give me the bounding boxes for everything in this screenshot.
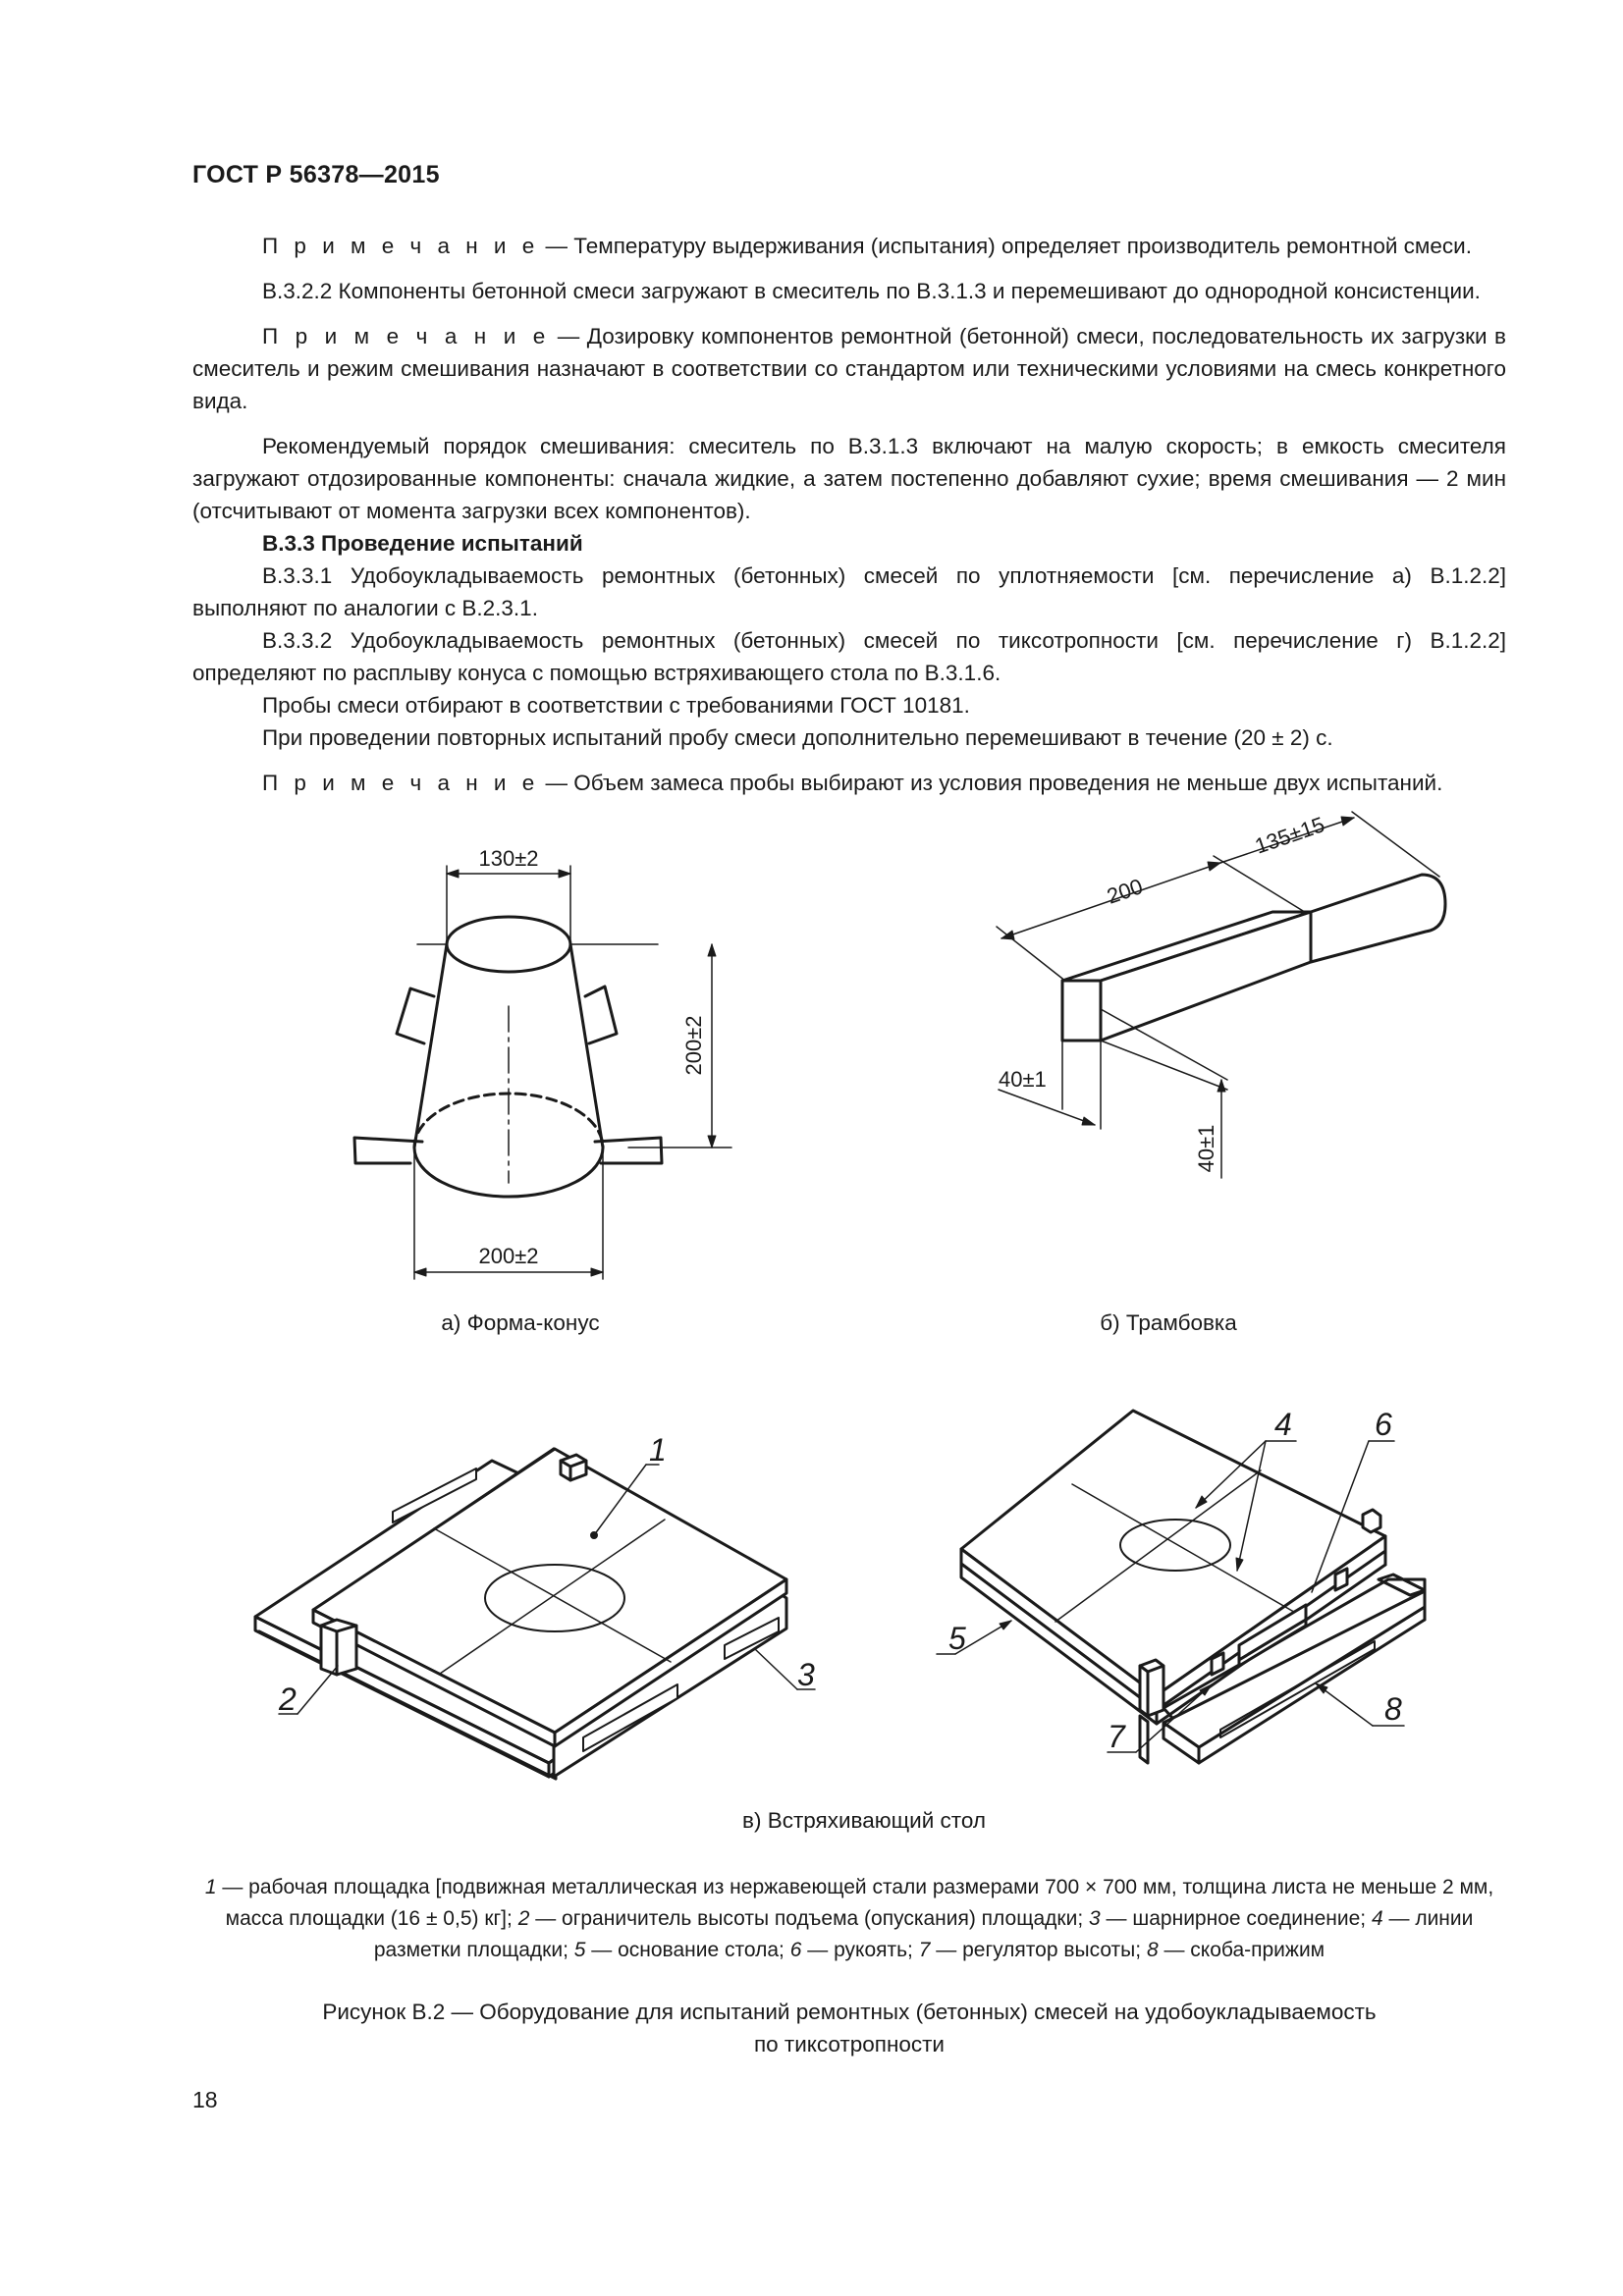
page-number: 18 — [192, 2087, 218, 2112]
callout-6: 6 — [1375, 1407, 1392, 1442]
dim-tamper-height: 40±1 — [1194, 1124, 1218, 1173]
paragraph-repeat: При проведении повторных испытаний пробу смеси дополнительно перемешивают в течение (20 ± 2) с. — [262, 725, 1333, 750]
tamper-drawing — [997, 812, 1445, 1178]
dim-tamper-handle: 135±15 — [1251, 812, 1328, 859]
caption-tamper: б) Трамбовка — [1100, 1310, 1237, 1335]
figure-legend: 1 — рабочая площадка [подвижная металлическая из нержавеющей стали размерами 700 × 700 мм, толщина листа не меньше 2 мм, масса площадки (16 ± 0,5) кг]; 2 — ограничитель высоты подъема (опускания) площадки; 3 — шарнирное соединение; 4 — линии разметки площадки; 5 — основание стола; 6 — рукоять; 7 — регулятор высоты; 8 — скоба-прижим — [204, 1876, 1494, 1961]
caption-shaking-table: в) Встряхивающий стол — [742, 1808, 986, 1833]
paragraph-samples: Пробы смеси отбирают в соответствии с требованиями ГОСТ 10181. — [262, 693, 970, 718]
paragraph-recommended-order: Рекомендуемый порядок смешивания: смеситель по В.3.1.3 включают на малую скорость; в емкость смесителя загружают отдозированные компоненты: сначала жидкие, а затем постепенно добавляют сухие; время смешивания — 2 мин (отсчитывают от момента загрузки всех компонентов). — [192, 434, 1506, 523]
dim-cone-height: 200±2 — [681, 1015, 706, 1076]
section-heading-b33: В.3.3 Проведение испытаний — [262, 531, 583, 556]
callout-2: 2 — [279, 1682, 297, 1717]
figure-title-line-2: по тиксотропности — [753, 2032, 946, 2056]
callout-5: 5 — [948, 1621, 966, 1656]
callout-7: 7 — [1108, 1719, 1125, 1754]
note-3: П р и м е ч а н и е — Объем замеса пробы выбирают из условия проведения не меньше двух испытаний. — [262, 771, 1443, 795]
cone-mold-drawing — [354, 846, 731, 1279]
shaking-table-right-drawing — [937, 1407, 1425, 1763]
callout-3: 3 — [797, 1657, 815, 1692]
paragraph-b331: В.3.3.1 Удобоукладываемость ремонтных (бетонных) смесей по уплотняемости [см. перечисление а) В.1.2.2] выполняют по аналогии с В.2.3.1. — [192, 563, 1506, 620]
figure-title-line-1: Рисунок В.2 — Оборудование для испытаний ремонтных (бетонных) смесей на удобоукладываемость — [322, 2000, 1377, 2024]
document-header: ГОСТ Р 56378—2015 — [192, 161, 440, 188]
callout-1: 1 — [649, 1432, 667, 1468]
figure-title — [192, 1996, 1506, 2060]
dim-tamper-width: 40±1 — [999, 1067, 1047, 1092]
note-1: П р и м е ч а н и е — Температуру выдерживания (испытания) определяет производитель ремонтной смеси. — [262, 234, 1472, 258]
callout-4: 4 — [1274, 1407, 1292, 1442]
dim-cone-bottom: 200±2 — [478, 1244, 539, 1268]
shaking-table-left-drawing — [255, 1432, 815, 1779]
dim-tamper-length: 200 — [1104, 874, 1146, 909]
caption-cone: а) Форма-конус — [441, 1310, 600, 1335]
note-2: П р и м е ч а н и е — Дозировку компонентов ремонтной (бетонной) смеси, последовательность их загрузки в смеситель и режим смешивания назначают в соответствии со стандартом или техническими условиями на смесь конкретного вида. — [192, 324, 1506, 413]
paragraph-b322: В.3.2.2 Компоненты бетонной смеси загружают в смеситель по В.3.1.3 и перемешивают до однородной консистенции. — [262, 279, 1481, 303]
callout-8: 8 — [1384, 1691, 1402, 1727]
paragraph-b332: В.3.3.2 Удобоукладываемость ремонтных (бетонных) смесей по тиксотропности [см. перечисление г) В.1.2.2] определяют по расплыву конуса с помощью встряхивающего стола по В.3.1.6. — [192, 628, 1506, 685]
dim-cone-top: 130±2 — [478, 846, 539, 871]
